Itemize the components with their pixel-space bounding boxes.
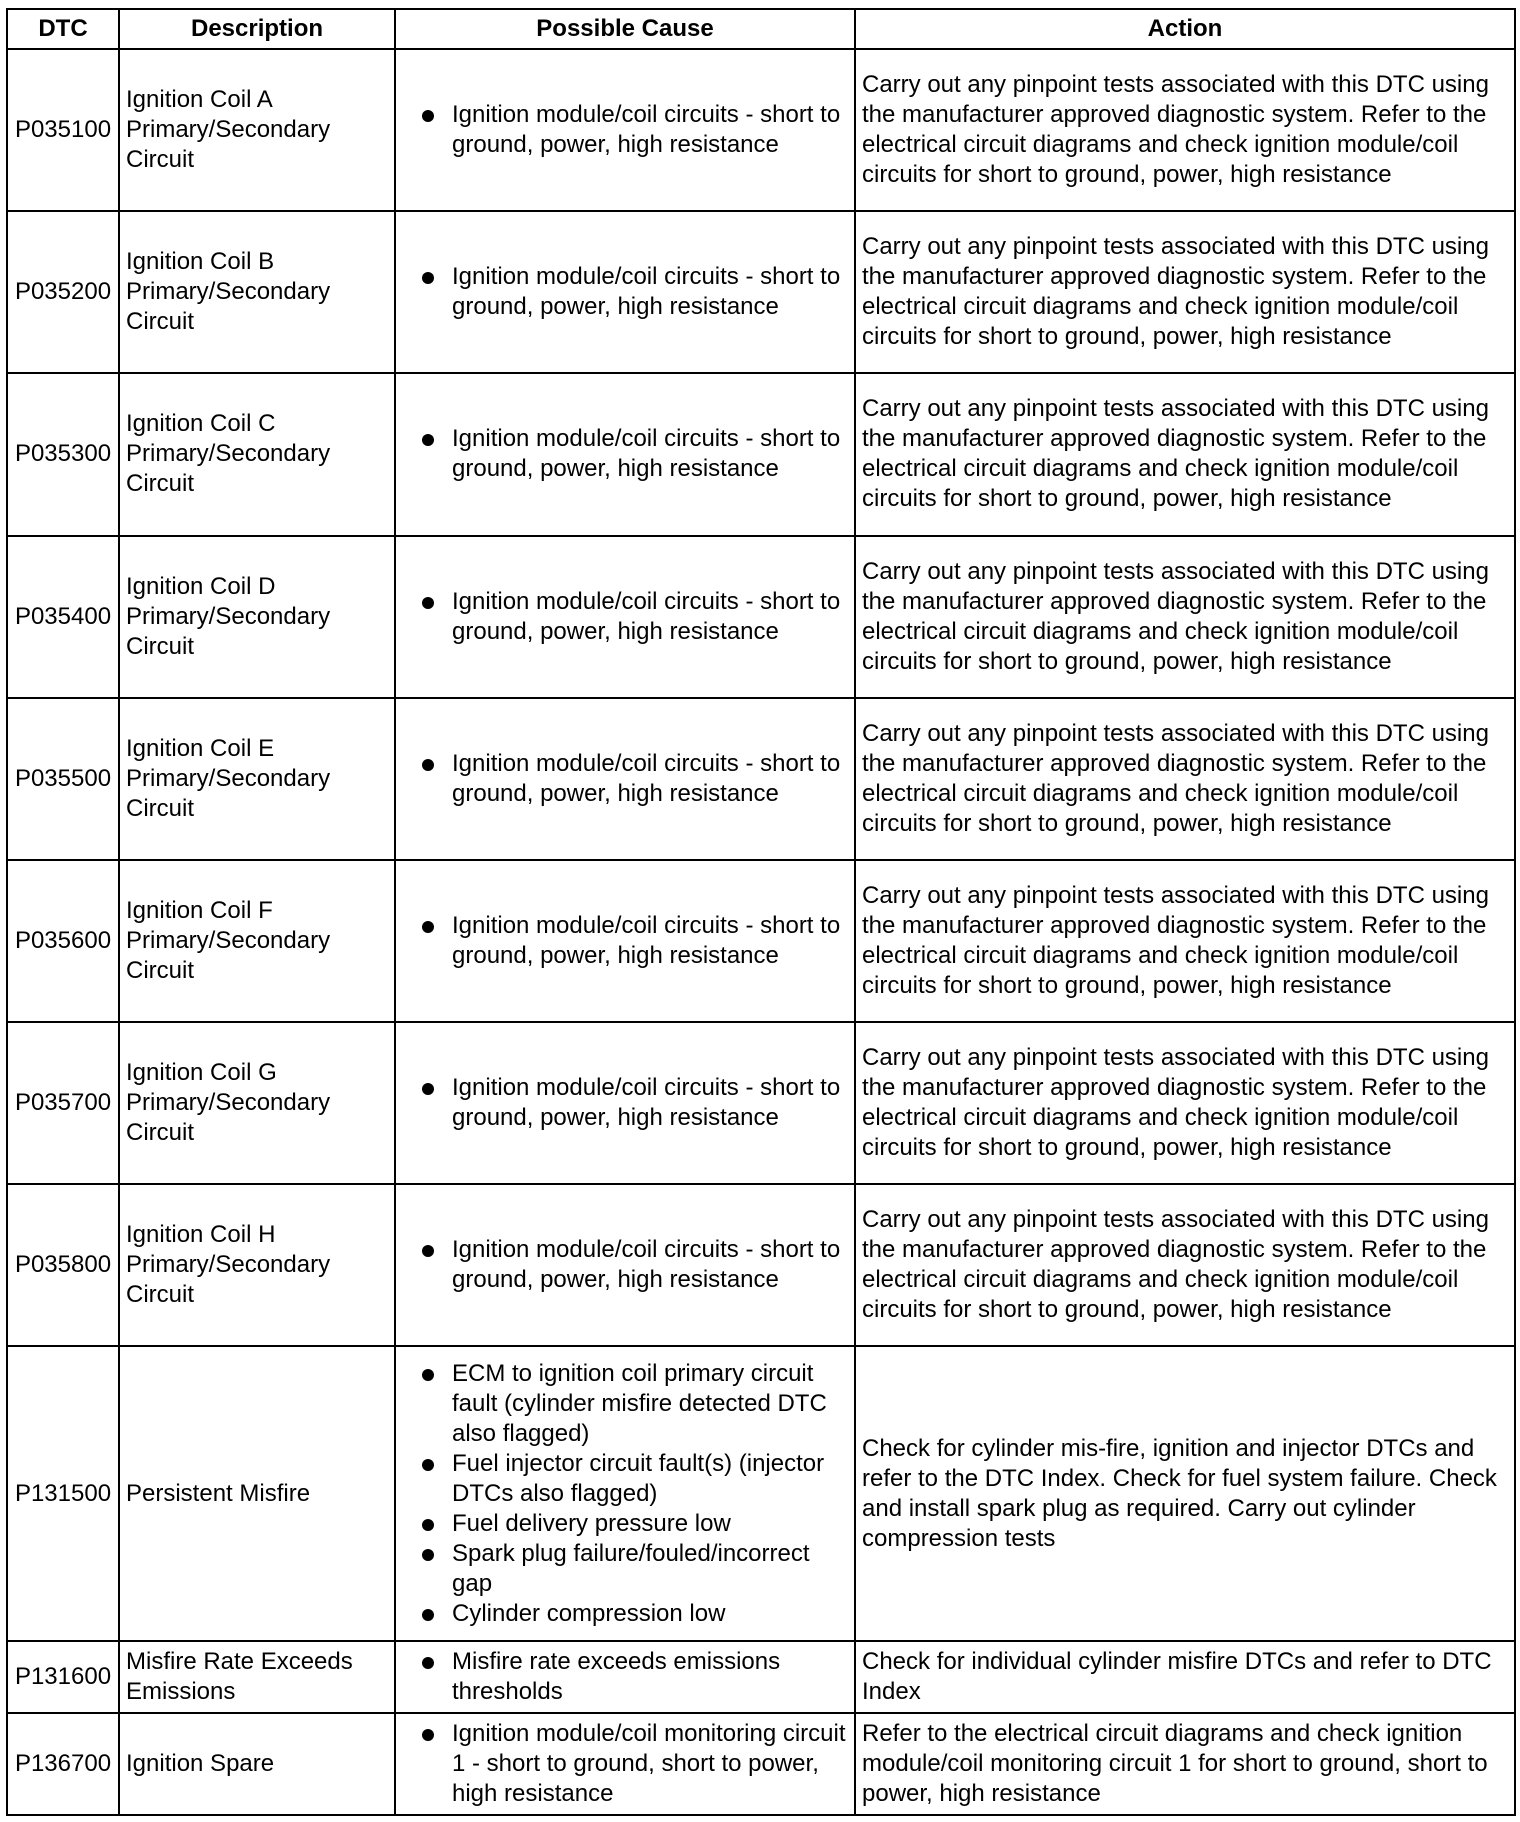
action-cell: Carry out any pinpoint tests associated with this DTC using the manufacturer approved diagnostic system. Refer to the electrical circuit diagrams and check ignition module/coil circuits for short to ground, power, high resistance <box>855 211 1515 373</box>
description-cell: Misfire Rate Exceeds Emissions <box>119 1641 395 1713</box>
cause-list <box>418 1073 846 1133</box>
dtc-code-cell: P035600 <box>7 860 119 1022</box>
cause-list-item: Ignition module/coil circuits - short to ground, power, high resistance <box>418 1235 846 1295</box>
possible-cause-cell <box>395 698 855 860</box>
dtc-code-cell: P035400 <box>7 536 119 698</box>
table-row <box>7 49 1515 211</box>
table-row <box>7 698 1515 860</box>
cause-list <box>418 424 846 484</box>
cause-list <box>418 262 846 322</box>
action-cell: Carry out any pinpoint tests associated with this DTC using the manufacturer approved diagnostic system. Refer to the electrical circuit diagrams and check ignition module/coil circuits for short to ground, power, high resistance <box>855 373 1515 535</box>
possible-cause-cell <box>395 1713 855 1815</box>
cause-list-item: Ignition module/coil circuits - short to ground, power, high resistance <box>418 749 846 809</box>
action-cell: Check for cylinder mis-fire, ignition and injector DTCs and refer to the DTC Index. Check for fuel system failure. Check and install spark plug as required. Carry out cylinder compression tests <box>855 1346 1515 1640</box>
description-cell: Ignition Coil E Primary/Secondary Circuit <box>119 698 395 860</box>
possible-cause-cell <box>395 1346 855 1640</box>
table-body <box>7 49 1515 1815</box>
cause-list <box>418 749 846 809</box>
action-cell: Carry out any pinpoint tests associated with this DTC using the manufacturer approved diagnostic system. Refer to the electrical circuit diagrams and check ignition module/coil circuits for short to ground, power, high resistance <box>855 698 1515 860</box>
action-cell: Refer to the electrical circuit diagrams and check ignition module/coil monitoring circuit 1 for short to ground, short to power, high resistance <box>855 1713 1515 1815</box>
dtc-code-cell: P035300 <box>7 373 119 535</box>
cause-list-item: Ignition module/coil circuits - short to ground, power, high resistance <box>418 262 846 322</box>
possible-cause-cell <box>395 1184 855 1346</box>
cause-list <box>418 1235 846 1295</box>
cause-list-item: ECM to ignition coil primary circuit fault (cylinder misfire detected DTC also flagged) <box>418 1359 846 1449</box>
description-cell: Ignition Spare <box>119 1713 395 1815</box>
dtc-code-cell: P131500 <box>7 1346 119 1640</box>
possible-cause-cell <box>395 1641 855 1713</box>
cause-list <box>418 100 846 160</box>
table-row <box>7 536 1515 698</box>
action-cell: Carry out any pinpoint tests associated with this DTC using the manufacturer approved diagnostic system. Refer to the electrical circuit diagrams and check ignition module/coil circuits for short to ground, power, high resistance <box>855 1022 1515 1184</box>
table-row <box>7 1022 1515 1184</box>
dtc-code-cell: P035700 <box>7 1022 119 1184</box>
dtc-code-cell: P131600 <box>7 1641 119 1713</box>
cause-list-item: Fuel injector circuit fault(s) (injector DTCs also flagged) <box>418 1449 846 1509</box>
dtc-table-sheet <box>6 8 1514 1816</box>
cause-list-item: Ignition module/coil circuits - short to ground, power, high resistance <box>418 587 846 647</box>
cause-list <box>418 1719 846 1809</box>
cause-list <box>418 1647 846 1707</box>
dtc-code-cell: P035800 <box>7 1184 119 1346</box>
header-dtc: DTC <box>7 9 119 49</box>
table-row <box>7 1184 1515 1346</box>
cause-list-item: Cylinder compression low <box>418 1599 846 1629</box>
cause-list <box>418 1359 846 1629</box>
table-row <box>7 1641 1515 1713</box>
cause-list <box>418 587 846 647</box>
cause-list <box>418 911 846 971</box>
cause-list-item: Fuel delivery pressure low <box>418 1509 846 1539</box>
possible-cause-cell <box>395 211 855 373</box>
action-cell: Carry out any pinpoint tests associated with this DTC using the manufacturer approved diagnostic system. Refer to the electrical circuit diagrams and check ignition module/coil circuits for short to ground, power, high resistance <box>855 860 1515 1022</box>
description-cell: Ignition Coil C Primary/Secondary Circuit <box>119 373 395 535</box>
possible-cause-cell <box>395 860 855 1022</box>
description-cell: Persistent Misfire <box>119 1346 395 1640</box>
description-cell: Ignition Coil F Primary/Secondary Circuit <box>119 860 395 1022</box>
cause-list-item: Misfire rate exceeds emissions thresholds <box>418 1647 846 1707</box>
action-cell: Carry out any pinpoint tests associated with this DTC using the manufacturer approved diagnostic system. Refer to the electrical circuit diagrams and check ignition module/coil circuits for short to ground, power, high resistance <box>855 536 1515 698</box>
action-cell: Check for individual cylinder misfire DTCs and refer to DTC Index <box>855 1641 1515 1713</box>
header-description: Description <box>119 9 395 49</box>
cause-list-item: Ignition module/coil monitoring circuit 1 - short to ground, short to power, high resistance <box>418 1719 846 1809</box>
description-cell: Ignition Coil B Primary/Secondary Circuit <box>119 211 395 373</box>
cause-list-item: Ignition module/coil circuits - short to ground, power, high resistance <box>418 1073 846 1133</box>
table-row <box>7 860 1515 1022</box>
cause-list-item: Ignition module/coil circuits - short to ground, power, high resistance <box>418 100 846 160</box>
action-cell: Carry out any pinpoint tests associated with this DTC using the manufacturer approved diagnostic system. Refer to the electrical circuit diagrams and check ignition module/coil circuits for short to ground, power, high resistance <box>855 1184 1515 1346</box>
cause-list-item: Ignition module/coil circuits - short to ground, power, high resistance <box>418 424 846 484</box>
cause-list-item: Spark plug failure/fouled/incorrect gap <box>418 1539 846 1599</box>
table-row <box>7 373 1515 535</box>
dtc-code-cell: P035200 <box>7 211 119 373</box>
cause-list-item: Ignition module/coil circuits - short to ground, power, high resistance <box>418 911 846 971</box>
description-cell: Ignition Coil A Primary/Secondary Circuit <box>119 49 395 211</box>
dtc-table <box>6 8 1516 1816</box>
action-cell: Carry out any pinpoint tests associated with this DTC using the manufacturer approved diagnostic system. Refer to the electrical circuit diagrams and check ignition module/coil circuits for short to ground, power, high resistance <box>855 49 1515 211</box>
dtc-code-cell: P035100 <box>7 49 119 211</box>
dtc-code-cell: P035500 <box>7 698 119 860</box>
description-cell: Ignition Coil H Primary/Secondary Circuit <box>119 1184 395 1346</box>
table-row <box>7 1713 1515 1815</box>
header-action: Action <box>855 9 1515 49</box>
possible-cause-cell <box>395 536 855 698</box>
table-header-row <box>7 9 1515 49</box>
table-row <box>7 211 1515 373</box>
possible-cause-cell <box>395 49 855 211</box>
table-row <box>7 1346 1515 1640</box>
header-possible-cause: Possible Cause <box>395 9 855 49</box>
dtc-code-cell: P136700 <box>7 1713 119 1815</box>
description-cell: Ignition Coil D Primary/Secondary Circuit <box>119 536 395 698</box>
possible-cause-cell <box>395 1022 855 1184</box>
possible-cause-cell <box>395 373 855 535</box>
description-cell: Ignition Coil G Primary/Secondary Circuit <box>119 1022 395 1184</box>
